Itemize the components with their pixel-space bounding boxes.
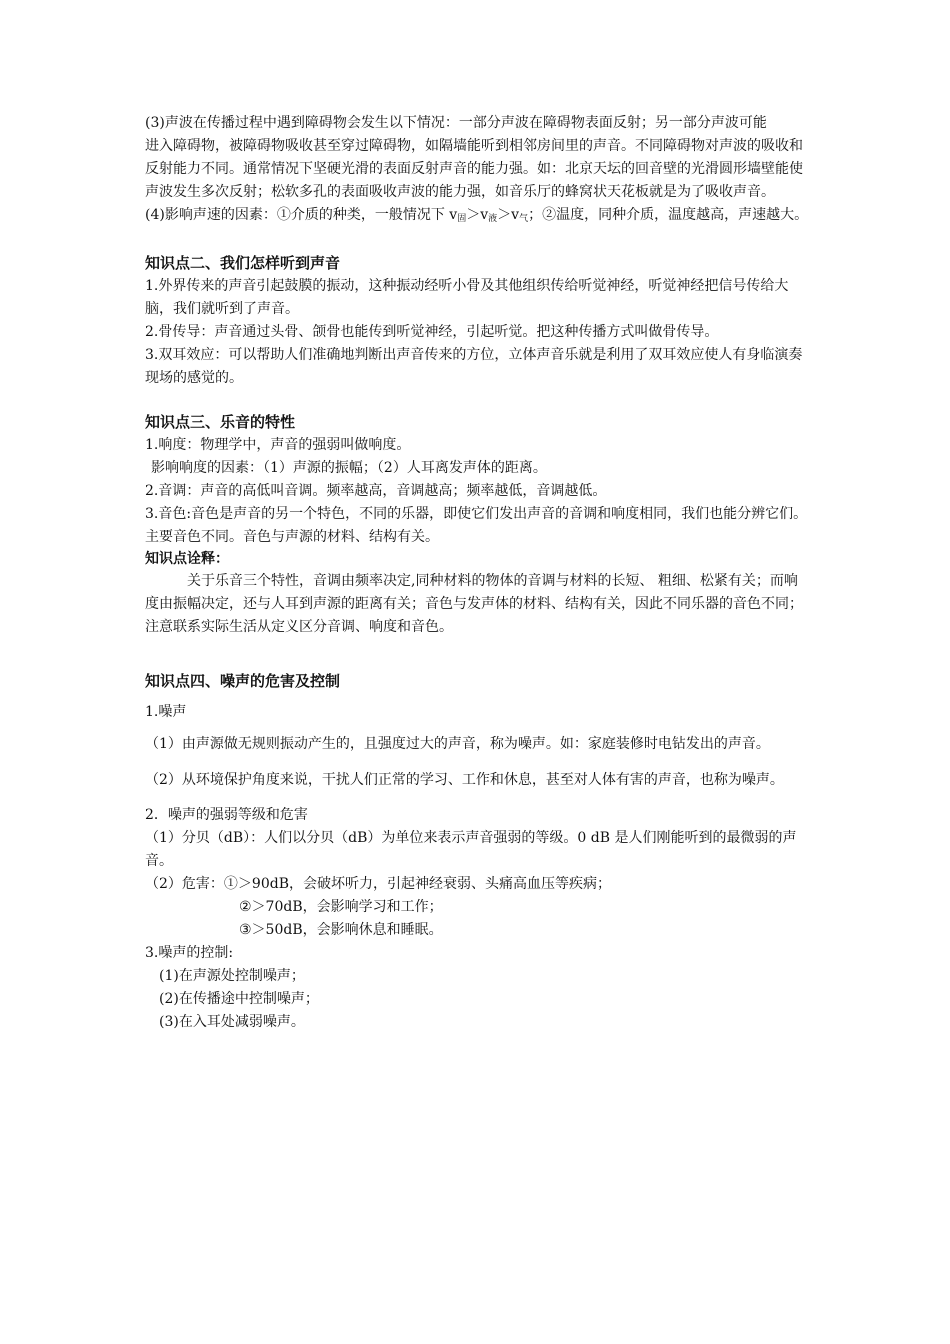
list-item: 3.双耳效应：可以帮助人们准确地判断出声音传来的方位，立体声音乐就是利用了双耳效应使人有身临演奏现场的感觉的。 <box>145 347 803 386</box>
list-item: 3.音色:音色是声音的另一个特色，不同的乐器，即使它们发出声音的音调和响度相同，我们也能分辨它们。主要音色不同。音色与声源的材料、结构有关。 <box>145 506 808 545</box>
control-item: (1)在声源处控制噪声； <box>159 968 305 984</box>
note-text: 关于乐音三个特性，音调由频率决定,同种材料的物体的音调与材料的长短、 粗细、松紧有关；而响度由振幅决定，还与人耳到声源的距离有关；音色与发声体的材料、结构有关，因此不同乐器的音色不同；注意联系实际生活从定义区分音调、响度和音色。 <box>145 573 803 635</box>
paragraph-sound-absorption: 进入障碍物，被障碍物吸收甚至穿过障碍物，如隔墙能听到相邻房间里的声音。不同障碍物对声波的吸收和反射能力不同。通常情况下坚硬光滑的表面反射声音的能力强。如：北京天坛的回音壁的光滑圆形墙壁能使声波发生多次反射；松软多孔的表面吸收声波的能力强，如音乐厅的蜂窝状天花板就是为了吸收声音。 <box>145 138 803 200</box>
subheading-noise-levels: 2．噪声的强弱等级和危害 <box>145 807 308 823</box>
paragraph-sound-obstacle: (3)声波在传播过程中遇到障碍物会发生以下情况：一部分声波在障碍物表面反射；另一部分声波可能 <box>145 115 767 131</box>
control-item: (2)在传播途中控制噪声； <box>159 991 319 1007</box>
paragraph-noise-def2: （2）从环境保护角度来说，干扰人们正常的学习、工作和休息，甚至对人体有害的声音，也称为噪声。 <box>145 772 784 788</box>
harm-line-1: （2）危害：①＞90dB，会破坏听力，引起神经衰弱、头痛高血压等疾病； <box>145 876 611 892</box>
list-item: 1.外界传来的声音引起鼓膜的振动，这种振动经听小骨及其他组织传给听觉神经，听觉神经把信号传给大脑，我们就听到了声音。 <box>145 278 789 317</box>
section-heading-noise: 知识点四、噪声的危害及控制 <box>145 672 341 690</box>
list-item: 1.响度：物理学中，声音的强弱叫做响度。 <box>145 437 411 453</box>
subheading-noise: 1.噪声 <box>145 704 187 720</box>
list-item: 2.骨传导：声音通过头骨、颌骨也能传到听觉神经，引起听觉。把这种传播方式叫做骨传导。 <box>145 324 719 340</box>
harm-line-3: ③＞50dB，会影响休息和睡眠。 <box>239 922 443 938</box>
control-item: (3)在入耳处减弱噪声。 <box>159 1014 305 1030</box>
section-heading-hearing: 知识点二、我们怎样听到声音 <box>145 254 341 272</box>
paragraph-sound-speed-factors: (4)影响声速的因素：①介质的种类，一般情况下 $v_固>v_液>v_气$；②温度，同种介质，温度越高，声速越大。 <box>145 207 809 224</box>
list-subitem: 影响响度的因素：（1）声源的振幅；（2）人耳离发声体的距离。 <box>151 460 547 476</box>
section-heading-music-properties: 知识点三、乐音的特性 <box>145 413 296 431</box>
paragraph-decibel: （1）分贝（dB）：人们以分贝（dB）为单位来表示声音强弱的等级。0 dB 是人们刚能听到的最微弱的声音。 <box>145 830 797 869</box>
subheading-noise-control: 3.噪声的控制: <box>145 945 234 961</box>
note-heading: 知识点诠释： <box>145 551 229 567</box>
list-item: 2.音调：声音的高低叫音调。频率越高，音调越高；频率越低，音调越低。 <box>145 483 607 499</box>
harm-line-2: ②＞70dB，会影响学习和工作； <box>239 899 443 915</box>
document-page <box>145 112 810 1034</box>
paragraph-noise-def1: （1）由声源做无规则振动产生的，且强度过大的声音，称为噪声。如：家庭装修时电钻发出的声音。 <box>145 736 770 752</box>
